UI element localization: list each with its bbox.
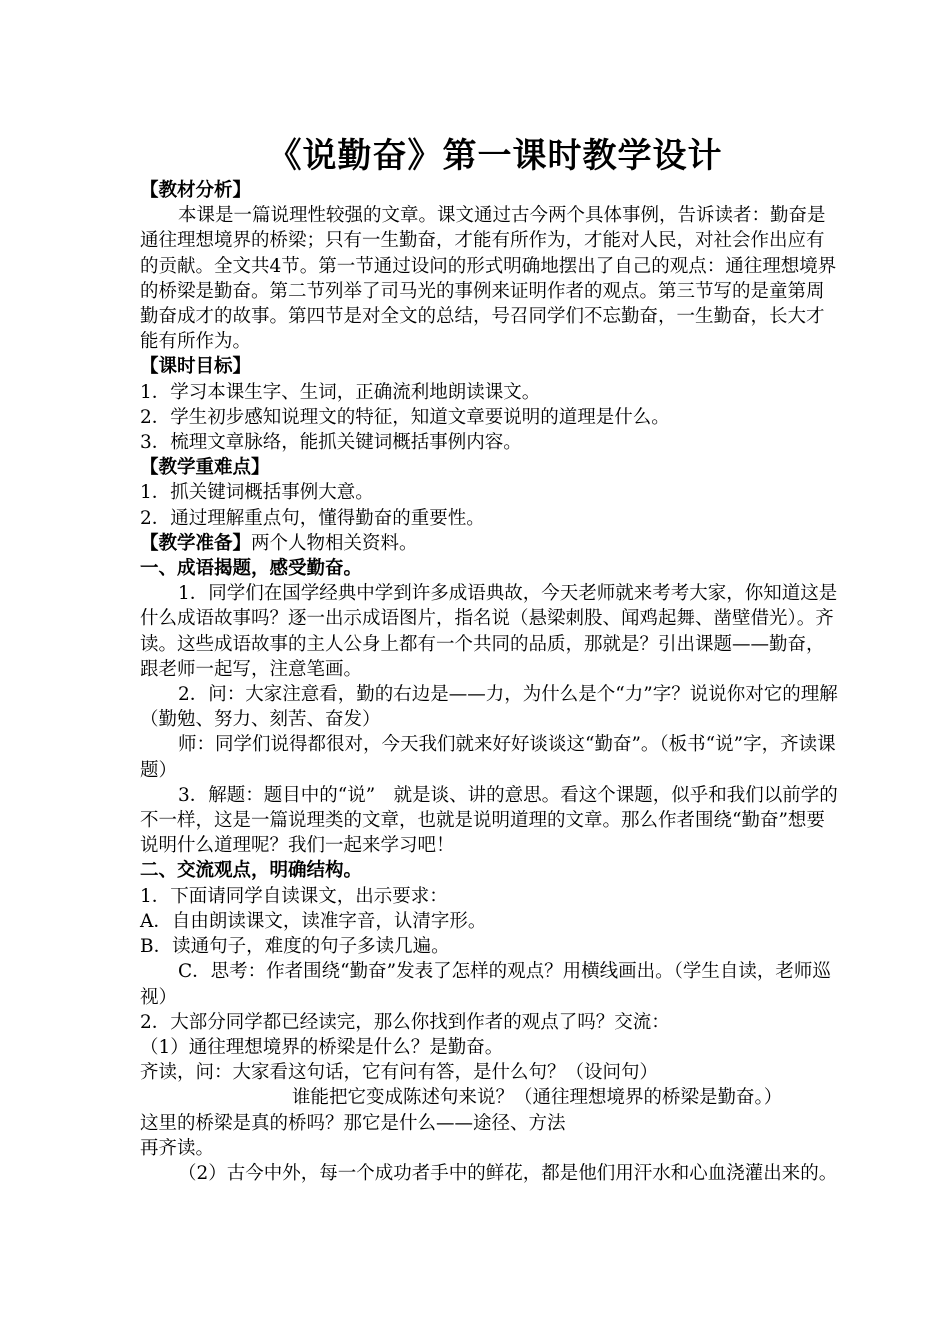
point-2: （2）古今中外，每一个成功者手中的鲜花，都是他们用汗水和心血浇灌出来的。 (178, 1162, 838, 1184)
section-heading-prep: 【教学准备】 (140, 532, 252, 554)
goal-item: 3．梳理文章脉络，能抓关键词概括事例内容。 (140, 432, 522, 454)
point-1-read: 齐读，问：大家看这句话，它有问有答，是什么句？（设问句） (140, 1062, 659, 1084)
step2-discussion: 2．大部分同学都已经读完，那么你找到作者的观点了吗？交流： (140, 1011, 670, 1033)
section-heading-analysis: 【教材分析】 (140, 180, 252, 201)
key-point-item: 2．通过理解重点句，懂得勤奋的重要性。 (140, 507, 485, 529)
step2-requirement-c: C．思考：作者围绕“勤奋”发表了怎样的观点？用横线画出。（学生自读，老师巡视） (140, 961, 831, 1008)
section-heading-goals: 【课时目标】 (140, 356, 252, 378)
step2-intro: 1．下面请同学自读课文，出示要求： (140, 885, 448, 907)
step1-paragraph: 师：同学们说得都很对，今天我们就来好好谈谈这“勤奋”。（板书“说”字，齐读课题） (140, 734, 836, 781)
point-1-convert: 谁能把它变成陈述句来说？（通往理想境界的桥梁是勤奋。） (292, 1087, 783, 1109)
step1-paragraph: 3．解题：题目中的“说” 就是谈、讲的意思。看这个课题，似乎和我们以前学的不一样，这是一篇说理类的文章，也就是说明道理的文章。那么作者围绕“勤奋”想要说明什么道理呢？我们一起来学习吧！ (140, 784, 838, 857)
prep-text: 两个人物相关资料。 (251, 532, 418, 554)
point-1-bridge: 这里的桥梁是真的桥吗？那它是什么——途径、方法 (140, 1112, 566, 1134)
document-body (140, 178, 840, 1186)
step2-requirement-a: A．自由朗读课文，读准字音，认清字形。 (140, 910, 487, 932)
analysis-paragraph: 本课是一篇说理性较强的文章。课文通过古今两个具体事例，告诉读者：勤奋是通往理想境界的桥梁；只有一生勤奋，才能有所作为，才能对人民，对社会作出应有的贡献。全文共4节。第一节通过设问的形式明确地摆出了自己的观点：通往理想境界的桥梁是勤奋。第二节列举了司马光的事例来证明作者的观点。第三节写的是童第周勤奋成才的故事。第四节是对全文的总结，号召同学们不忘勤奋，一生勤奋，长大才能有所作为。 (140, 205, 837, 353)
goal-item: 1．学习本课生字、生词，正确流利地朗读课文。 (140, 381, 541, 403)
point-1-again: 再齐读。 (140, 1137, 215, 1159)
key-point-item: 1．抓关键词概括事例大意。 (140, 482, 374, 504)
prep-line (140, 531, 840, 556)
goal-item: 2．学生初步感知说理文的特征，知道文章要说明的道理是什么。 (140, 406, 670, 428)
step1-paragraph: 1．同学们在国学经典中学到许多成语典故，今天老师就来考考大家，你知道这是什么成语故事吗？逐一出示成语图片，指名说（悬梁刺股、闻鸡起舞、凿壁借光）。齐读。这些成语故事的主人公身上都有一个共同的品质，那就是？引出课题——勤奋，跟老师一起写，注意笔画。 (140, 583, 838, 680)
page-title: 《说勤奋》第一课时教学设计 (267, 136, 723, 176)
step2-requirement-b: B．读通句子，难度的句子多读几遍。 (140, 936, 450, 958)
step-heading-1: 一、成语揭题，感受勤奋。 (140, 558, 363, 580)
section-heading-key-points: 【教学重难点】 (140, 457, 270, 479)
step-heading-2: 二、交流观点，明确结构。 (140, 860, 363, 882)
step1-paragraph: 2．问：大家注意看，勤的右边是——力，为什么是个“力”字？说说你对它的理解（勤勉、努力、刻苦、奋发） (140, 684, 838, 731)
point-1: （1）通往理想境界的桥梁是什么？是勤奋。 (140, 1036, 504, 1058)
